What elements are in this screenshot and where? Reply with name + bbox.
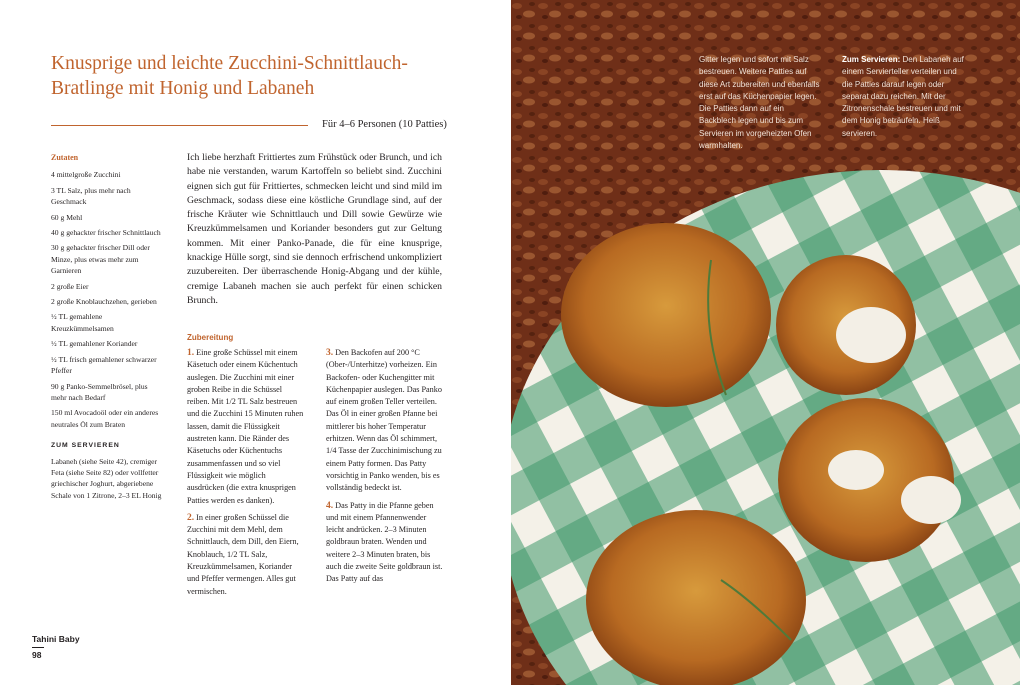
- step-number: 2.: [187, 512, 195, 523]
- ingredient-item: ½ TL gemahlener Koriander: [51, 339, 138, 349]
- step-4: [326, 500, 444, 586]
- ingredient-item: 90 g Panko-Semmelbrösel, plus mehr nach Bedarf: [51, 381, 148, 402]
- step-number: 3.: [326, 348, 334, 358]
- ingredient-item: 60 g Mehl: [51, 212, 83, 222]
- serve-label: Zum Servieren:: [842, 55, 901, 64]
- ingredient-item: 4 mittelgroße Zucchini: [51, 170, 121, 180]
- ingredients-list: [51, 169, 163, 430]
- step-3: [326, 347, 444, 495]
- ingredient-item: 3 TL Salz, plus mehr nach Geschmack: [51, 185, 131, 207]
- servings: Für 4–6 Personen (10 Patties): [322, 119, 447, 130]
- intro-paragraph: Ich liebe herzhaft Frittiertes zum Frühstück oder Brunch, und ich habe nie verstanden, warum Kartoffeln so beliebt sind. Zucchini eignen sich gut für Frittiertes, schmecken leicht und sind mild im Geschmack, sodass diese eine köstliche Grundlage sind, auf der frische Kräuter wie Schnittlauch und Dill sowie Gewürze wie Kreuzkümmelsamen und Koriander besonders gut zur Geltung kommen. Mit einer Panko-Panade, die für eine knusprige, knackige Hülle sorgt, sind sie dennoch erfrischend unkompliziert zuzubereiten. Der überraschende Honig-Abgang und der kühle, cremige Labaneh machen sie auch perfekt für einen schicken Brunch.: [187, 152, 442, 306]
- ingredient-item: ½ TL gemahlene Kreuzkümmelsamen: [51, 312, 114, 333]
- step-text: In einer großen Schüssel die Zucchini mit dem Mehl, dem Schnittlauch, dem Dill, den Eiern, Knoblauch, 1/2 TL Salz, Kreuzkümmelsamen, Koriander und Pfeffer vermengen. Alles gut vermischen.: [187, 512, 299, 596]
- step-2: [187, 512, 305, 598]
- photo-text-col2: [842, 54, 966, 140]
- ingredients-heading: Zutaten: [51, 153, 79, 162]
- step-number: 4.: [326, 500, 334, 511]
- ingredient-item: 40 g gehackter frischer Schnittlauch: [51, 228, 161, 238]
- food-photo: [511, 0, 1020, 685]
- step-text: Das Patty in die Pfanne geben und mit einem Pfannenwender leicht andrücken. 2–3 Minuten goldbraun braten. Wenden und weitere 2–3 Minuten braten, bis auch die zweite Seite goldbraun ist. Das Patty auf das: [326, 500, 443, 584]
- footer-rule: [32, 647, 44, 648]
- step-text: Eine große Schüssel mit einem Käsetuch oder einem Küchentuch auslegen. Die Zucchini mit einer groben Reibe in die Schüssel reiben. Mit 1/2 TL Salz bestreuen und die Zucchini 15 Minuten ruhen lassen, damit die Flüssigkeit austreten kann. Die Ränder des Käsetuchs oder Küchentuchs zusammenfassen und so viel Flüssigkeit wie möglich ausdrücken (die extra knusprigen Patties werden es danken).: [187, 348, 304, 505]
- preparation-heading: Zubereitung: [187, 333, 234, 342]
- page-number: 98: [32, 650, 42, 660]
- book-title: Tahini Baby: [32, 634, 80, 644]
- steps-column-2: [326, 347, 444, 591]
- ingredients-column: [51, 152, 163, 505]
- ingredient-item: 150 ml Avocadoöl oder ein anderes neutrales Öl zum Braten: [51, 408, 159, 429]
- step-text: Den Backofen auf 200 °C (Ober-/Unterhitze) vorheizen. Ein Backofen- oder Kuchengitter mit Küchenpapier auslegen. Das Panko auf einem großen Teller verteilen. Das Öl in einer großen Pfanne bei mittlerer bis hoher Temperatur erhitzen. Wenn das Öl schimmert, 1/4 Tasse der Zucchinimischung zu einem Patty formen. Das Patty vorsichtig in Panko wenden, bis es vollständig bedeckt ist.: [326, 348, 442, 493]
- recipe-title: Knusprige und leichte Zucchini-Schnittlauch-Bratlinge mit Honig und Labaneh: [51, 53, 408, 99]
- step-number: 1.: [187, 348, 195, 358]
- serve-text: Labaneh (siehe Seite 42), cremiger Feta (siehe Seite 82) oder vollfetter griechischer Joghurt, abgeriebene Schale von 1 Zitrone, 2–3 EL Honig: [51, 456, 162, 500]
- ingredient-item: 30 g gehackter frischer Dill oder Minze, plus etwas mehr zum Garnieren: [51, 243, 150, 276]
- ingredient-item: ½ TL frisch gemahlener schwarzer Pfeffer: [51, 354, 157, 376]
- step-1: [187, 347, 305, 507]
- serve-heading: ZUM SERVIEREN: [51, 442, 120, 450]
- title-rule: [51, 125, 308, 126]
- ingredient-item: 2 große Knoblauchzehen, gerieben: [51, 297, 157, 307]
- steps-column-1: [187, 347, 305, 603]
- serve-instructions: Den Labaneh auf einem Servierteller verteilen und die Patties darauf legen oder separat dazu reichen. Mit der Zitronenschale bestreuen und mit dem Honig beträufeln. Heiß servieren.: [842, 55, 964, 138]
- photo-text-col1: Gitter legen und sofort mit Salz bestreuen. Weitere Patties auf diese Art zubereiten und ebenfalls erst auf das Küchenpapier legen. Die Patties dann auf ein Backblech legen und bis zum Servieren im vorgeheizten Ofen warmhalten.: [699, 55, 820, 151]
- ingredient-item: 2 große Eier: [51, 281, 89, 291]
